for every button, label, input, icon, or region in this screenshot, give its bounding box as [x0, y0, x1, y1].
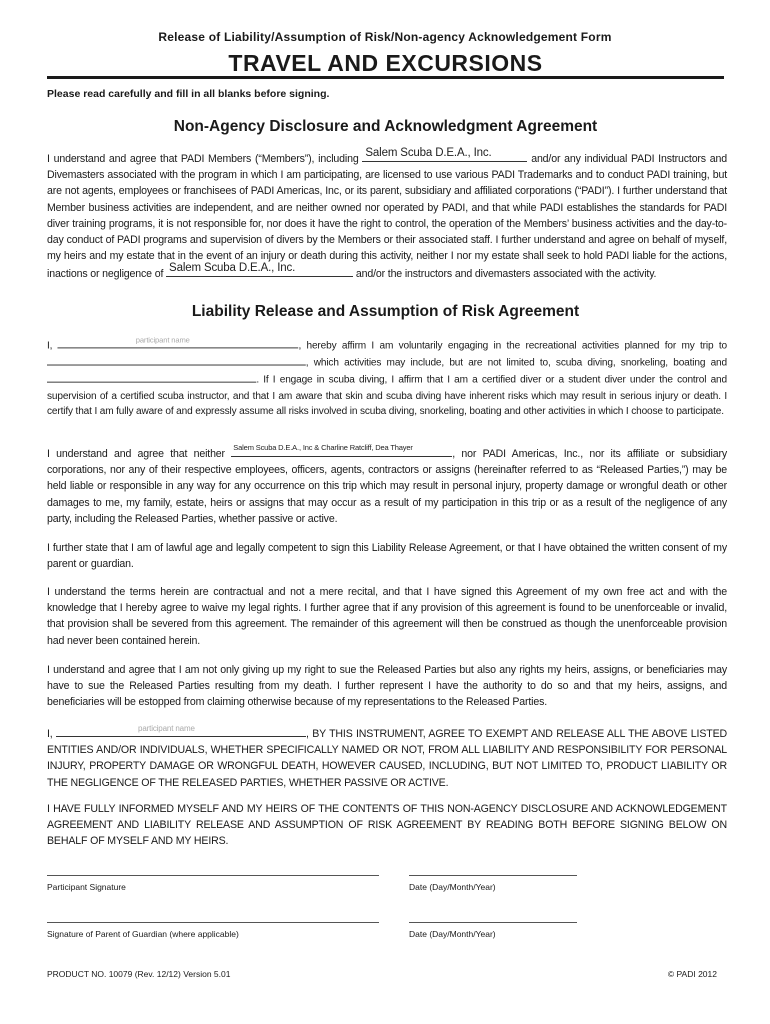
released-parties-field[interactable] — [231, 444, 452, 457]
heirs-paragraph: I understand and agree that I am not only giving up my right to sue the Released Parties but also any rights my heirs, assigns, or beneficiaries may have to sue the Released Parties resulting from my death. I further represent I have the authority to do so and that my heirs, assigns, and beneficiaries will be estopped from claiming otherwise because of my representations to the Released Parties. — [47, 664, 727, 709]
page-title: TRAVEL AND EXCURSIONS — [228, 50, 543, 76]
non-agency-text-start: I understand and agree that PADI Members (“Members”), including — [47, 153, 359, 165]
date-label-1: Date (Day/Month/Year) — [409, 882, 496, 892]
exempt-paragraph — [47, 724, 727, 791]
exempt-text: , BY THIS INSTRUMENT, AGREE TO EXEMPT AND RELEASE ALL THE ABOVE LISTED ENTITIES AND/OR INDIVIDUALS, WHETHER SPECIFICALLY NAMED OR NOT, FROM ALL LIABILITY AND RESPONSIBILITY FOR PERSONAL INJURY, PROPERTY DAMAGE OR WRONGFUL DEATH, HOWEVER CAUSED, INCLUDING, BUT NOT LIMITED TO, PRODUCT LIABILITY OR THE NEGLIGENCE OF THE RELEASED PARTIES, WHETHER PASSIVE OR ACTIVE. — [47, 728, 727, 789]
operator-field[interactable] — [362, 149, 527, 162]
neither-end-text: , nor PADI Americas, Inc., nor its affiliate or subsidiary corporations, nor any of their respective employees, officers, agents, contractors or assigns (hereinafter referred to as “Released Parties,”) may be held liable or responsible in any way for any occurrence on this trip which may result in personal injury, property damage or wrongful death or other damages to me, my family, estate, heirs or assigns that may occur as a result of my participation in this trip or as a result of the negligence of any party, including the Released Parties, whether passive or active. — [47, 448, 728, 525]
and-label: and — [710, 357, 727, 369]
copyright: © PADI 2012 — [667, 969, 717, 979]
participant-placeholder: participant name — [135, 336, 190, 345]
i-label-2: I, — [47, 728, 53, 740]
affirm-paragraph — [47, 336, 727, 419]
participant-signature-line[interactable] — [47, 875, 379, 876]
date-line-2[interactable] — [409, 922, 577, 923]
non-agency-text-middle: and/or any individual PADI Instructors and Divemasters associated with the program in which I am participating, are licensed to use various PADI Trademarks and to conduct PADI training, but are not agents, employees or franchisees of PADI Americas, Inc, or its parent, subsidiary and affiliated corporations (“PADI”). I further understand that Member business activities are independent, and are neither owned nor operated by PADI, and that while PADI establishes the standards for PADI diver training programs, it is not responsible for, nor does it have the right to control, the operation of the Members’ business activities and the day-to-day conduct of PADI programs and supervision of divers by the Members or their associated staff. I further understand and agree on behalf of myself, my heirs and my estate that in the event of an injury or death during this activity, neither I nor my estate shall seek to hold PADI liable for the actions, inactions or negligence of — [47, 153, 727, 281]
form-title: Release of Liability/Assumption of Risk/Non-agency Acknowledgement Form — [158, 30, 612, 44]
non-agency-text-end: and/or the instructors and divemasters associated with the activity. — [355, 268, 657, 281]
neither-text: I understand and agree that neither — [47, 448, 225, 460]
non-agency-heading: Non-Agency Disclosure and Acknowledgment Agreement — [173, 118, 598, 135]
risk-text: . If I engage in scuba diving, I affirm that I am a certified diver or a student diver under the control and supervision of a certified scuba instructor, and that I am aware that skin and scuba diving have inherent risks which may result in serious injury or death. I certify that I am fully aware of and expressly assume all risks involved in scuba diving, snorkeling, boating and other activities in which I choose to participate. — [47, 374, 727, 417]
contract-paragraph: I understand the terms herein are contractual and not a mere recital, and that I have signed this Agreement of my own free act and with the knowledge that I hereby agree to waive my legal rights. I further agree that if any provision of this agreement is found to be unenforceable or invalid, that provision shall be severed from this agreement. The remainder of this agreement will then be construed as though the unenforceable provision had never been contained herein. — [47, 586, 727, 647]
participant-name-field-2[interactable] — [56, 724, 306, 737]
participant-placeholder-2: participant name — [138, 724, 195, 733]
operator-field-2[interactable] — [166, 264, 353, 277]
released-parties-value: Salem Scuba D.E.A., Inc & Charline Ratcliff, Dea Thayer — [233, 443, 413, 452]
activities-text: , which activities may include, but are not limited to, scuba diving, snorkeling, boating — [305, 357, 706, 369]
product-number: PRODUCT NO. 10079 (Rev. 12/12) Version 5.01 — [47, 969, 231, 979]
destination-field[interactable] — [47, 353, 306, 365]
instructions: Please read carefully and fill in all blanks before signing. — [47, 88, 330, 100]
released-parties-paragraph — [47, 444, 727, 527]
date-line-1[interactable] — [409, 875, 577, 876]
parent-signature-label: Signature of Parent of Guardian (where applicable) — [47, 929, 239, 939]
affirm-text: , hereby affirm I am voluntarily engaging in the recreational activities planned for my trip — [298, 339, 714, 352]
non-agency-paragraph — [47, 149, 727, 283]
to-label: to — [718, 339, 728, 352]
liability-heading: Liability Release and Assumption of Risk Agreement — [191, 303, 580, 320]
title-rule — [47, 76, 724, 79]
other-activities-field[interactable] — [47, 371, 256, 383]
age-paragraph: I further state that I am of lawful age and legally competent to sign this Liability Release Agreement, or that I have obtained the written consent of my parent or guardian. — [47, 542, 727, 571]
informed-paragraph: I HAVE FULLY INFORMED MYSELF AND MY HEIRS OF THE CONTENTS OF THIS NON-AGENCY DISCLOSURE AND ACKNOWLEDGEMENT AGREEMENT AND LIABILITY RELEASE AND ASSUMPTION OF RISK AGREEMENT BY READING BOTH BEFORE SIGNING BELOW ON BEHALF OF MYSELF AND MY HEIRS. — [47, 803, 727, 848]
participant-signature-label: Participant Signature — [47, 882, 126, 892]
participant-name-field[interactable] — [58, 336, 299, 348]
parent-signature-line[interactable] — [47, 922, 379, 923]
i-label: I, — [47, 339, 53, 352]
date-label-2: Date (Day/Month/Year) — [409, 929, 496, 939]
operator-value: Salem Scuba D.E.A., Inc. — [365, 147, 492, 159]
operator-value-2: Salem Scuba D.E.A., Inc. — [169, 262, 296, 275]
